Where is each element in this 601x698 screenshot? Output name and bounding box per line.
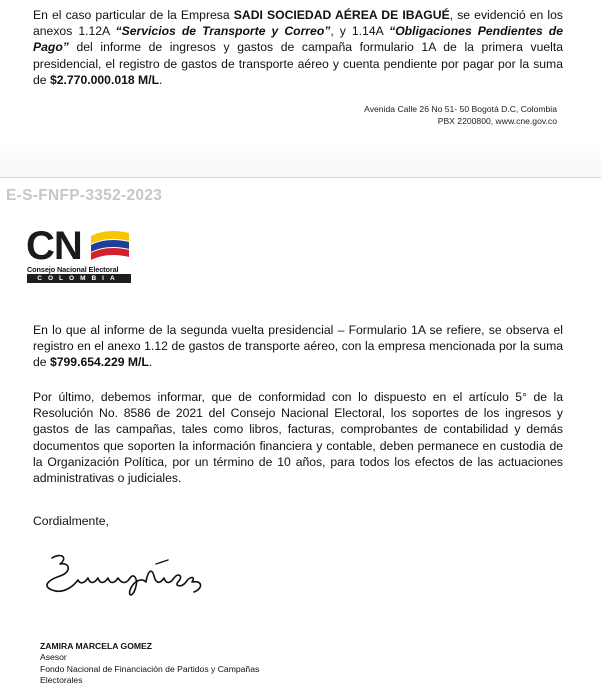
signer-role: Asesor	[40, 652, 67, 663]
signer-name: ZAMIRA MARCELA GOMEZ	[40, 641, 153, 651]
contact-line: PBX 2200800, www.cne.gov.co	[437, 116, 557, 126]
annex-1-title: “Servicios de Transporte y Correo”	[115, 24, 331, 39]
page-footer-address	[364, 103, 557, 127]
page-break	[0, 141, 601, 178]
logo-institution-name: Consejo Nacional Electoral	[27, 265, 119, 274]
amount-second-round: $799.654.229 M/L	[49, 355, 149, 370]
amount-first-round: $2.770.000.018 M/L	[49, 72, 160, 87]
document-radicado-number: E-S-FNFP-3352-2023	[6, 187, 163, 204]
address-line: Avenida Calle 26 No 51- 50 Bogotá D.C, Colombia	[364, 104, 557, 114]
handwritten-signature	[38, 550, 228, 600]
paragraph-custody-notice: Por último, debemos informar, que de conformidad con lo dispuesto en el artículo 5° de la Resolución No. 8586 de 2021 del Consejo Nacional Electoral, los soportes de los ingresos y gastos de las campañas, tales como libros, facturas, comprobantes de contabilidad y demás documentos que soporten la información financiera y contable, deben permanece en custodia de la Organización Política, por un término de 10 años, para todos los efectos de las actuaciones administrativas o judiciales.	[33, 390, 563, 486]
logo-mark-text: CN	[26, 224, 82, 268]
paragraph-first-round: En el caso particular de la Empresa SADI SOCIEDAD AÉREA DE IBAGUÉ, se evidenció en los anexos 1.12A “Servicios de Transporte y Correo”, y 1.14A “Obligaciones Pendientes de Pago” del informe de ingresos y gastos de campaña formulario 1A de la primera vuelta presidencial, el registro de gastos de transporte aéreo y cuenta pendiente por pagar por la suma de $2.770.000.018 M/L.	[33, 8, 564, 87]
signer-org-line-1: Fondo Nacional de Financiación de Partidos y Campañas	[40, 663, 260, 674]
flag-e-icon	[89, 230, 131, 262]
paragraph-second-round: En lo que al informe de la segunda vuelta presidencial – Formulario 1A se refiere, se observa el registro en el anexo 1.12 de gastos de transporte aéreo, con la empresa mencionada por la suma de $799.654.229 M/L.	[33, 323, 563, 370]
logo-country-bar: COLOMBIA	[27, 274, 131, 283]
signer-org-line-2: Electorales	[40, 674, 83, 685]
annex-2-title: “Obligaciones Pendientes de Pago”	[33, 24, 563, 55]
closing-salutation: Cordialmente,	[33, 514, 109, 528]
company-name: SADI SOCIEDAD AÉREA DE IBAGUÉ	[233, 8, 450, 22]
cne-logo	[26, 226, 138, 284]
signature-block	[40, 641, 259, 686]
